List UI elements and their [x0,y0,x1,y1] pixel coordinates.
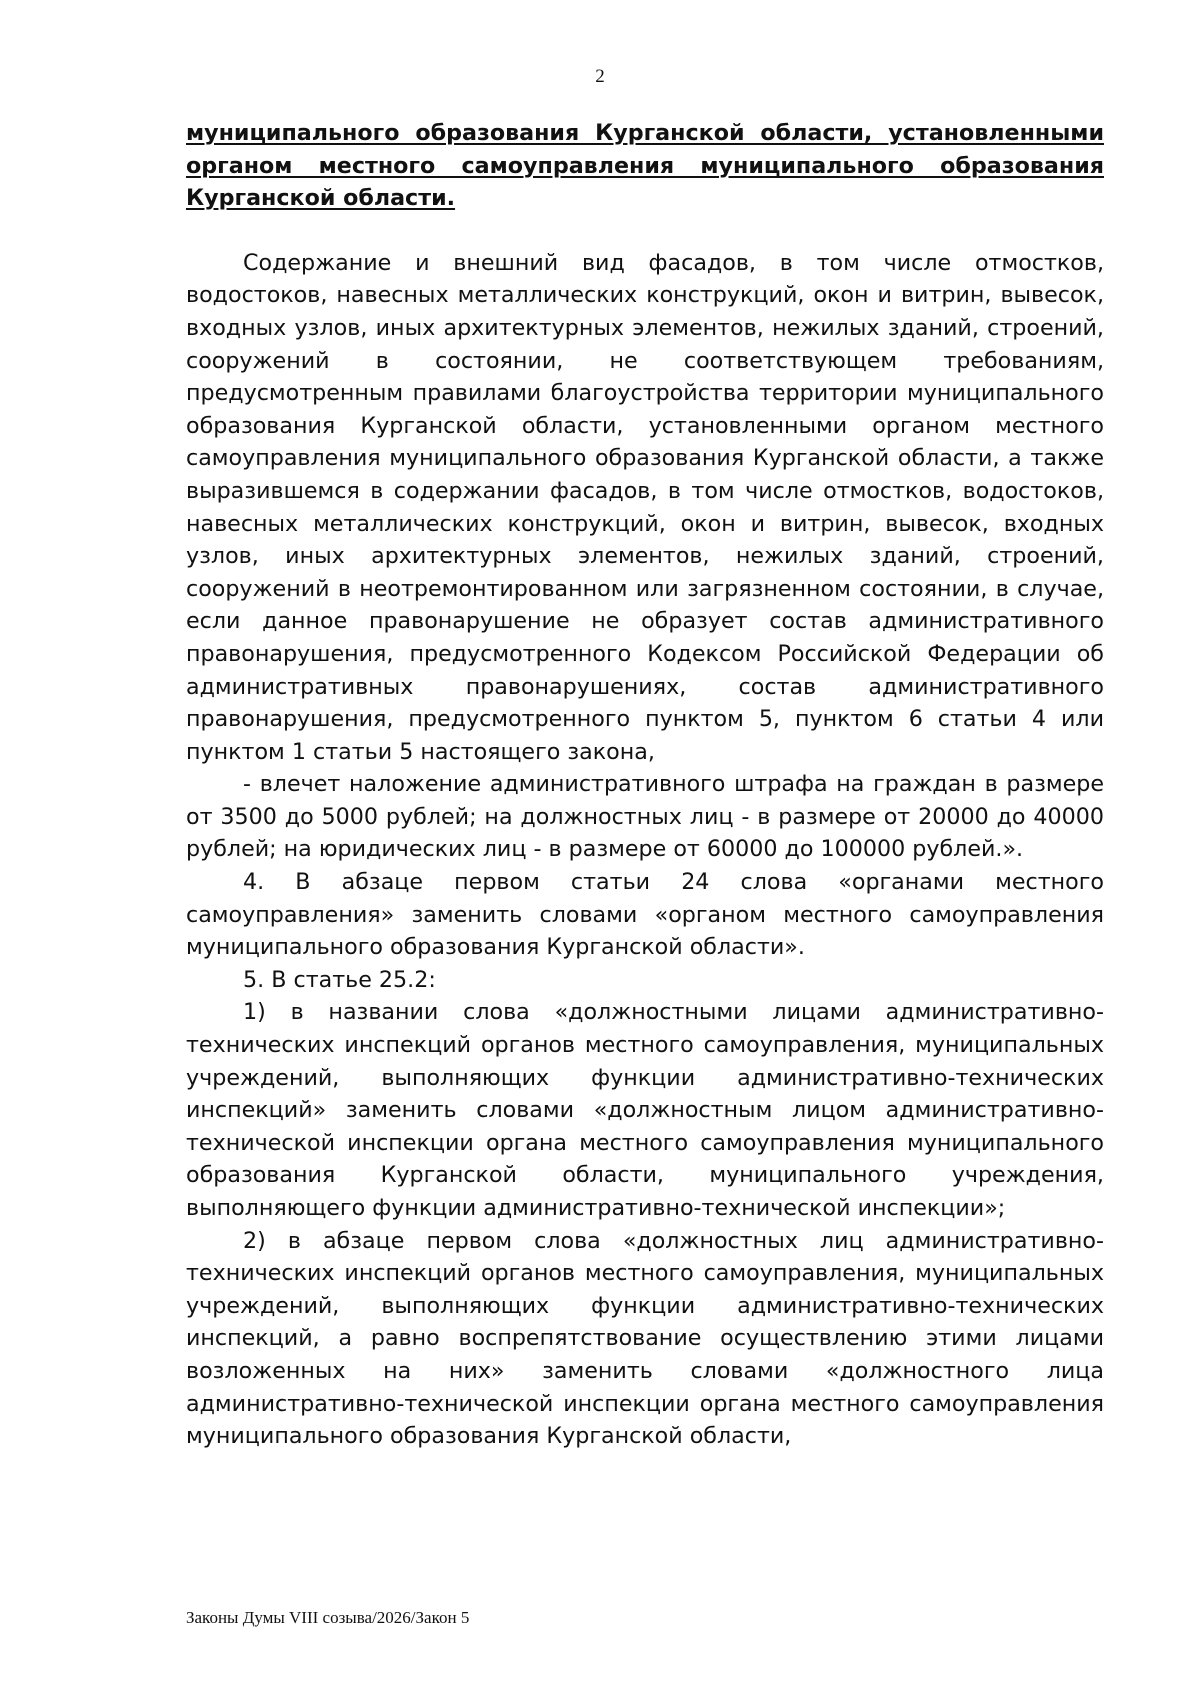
page-footer: Законы Думы VIII созыва/2026/Закон 5 [186,1608,470,1627]
paragraph-item-4: 4. В абзаце первом статьи 24 слова «органами местного самоуправления» заменить словами «органом местного самоуправления муниципального образования Курганской области». [186,869,1104,961]
paragraph-subitem-1: 1) в названии слова «должностными лицами административно-технических инспекций органов местного самоуправления, муниципальных учреждений, выполняющих функции административно-технических инспекций» заменить словами «должностным лицом административно-технической инспекции органа местного самоуправления муниципального образования Курганской области, муниципального учреждения, выполняющего функции административно-технической инспекции»; [186,999,1104,1221]
paragraph-facade-maintenance: Содержание и внешний вид фасадов, в том числе отмостков, водостоков, навесных металлических конструкций, окон и витрин, вывесок, входных узлов, иных архитектурных элементов, нежилых зданий, строений, сооружений в состоянии, не соответствующем требованиям, предусмотренным правилами благоустройства территории муниципального образования Курганской области, установленными органом местного самоуправления муниципального образования Курганской области, а также выразившемся в содержании фасадов, в том числе отмостков, водостоков, навесных металлических конструкций, окон и витрин, вывесок, входных узлов, иных архитектурных элементов, нежилых зданий, строений, сооружений в неотремонтированном или загрязненном состоянии, в случае, если данное правонарушение не образует состав административного правонарушения, предусмотренного Кодексом Российской Федерации об административных правонарушениях, состав административного правонарушения, предусмотренного пунктом 5, пунктом 6 статьи 4 или пунктом 1 статьи 5 настоящего закона, [186,249,1104,765]
document-body [186,117,1104,1453]
paragraph-penalty: - влечет наложение административного штрафа на граждан в размере от 3500 до 5000 рублей; на должностных лиц - в размере от 20000 до 40000 рублей; на юридических лиц - в размере от 60000 до 100000 рублей.». [186,771,1104,863]
paragraph-item-5: 5. В статье 25.2: [243,966,436,993]
article-heading-continuation: муниципального образования Курганской области, установленными органом местного самоуправления муниципального образования Курганской области. [186,120,1104,212]
page-number: 2 [595,66,605,87]
paragraph-subitem-2: 2) в абзаце первом слова «должностных лиц административно-технических инспекций органов местного самоуправления, муниципальных учреждений, выполняющих функции административно-технических инспекций, а равно воспрепятствование осуществлению этими лицами возложенных на них» заменить словами «должностного лица административно-технической инспекции органа местного самоуправления муниципального образования Курганской области, [186,1227,1104,1450]
